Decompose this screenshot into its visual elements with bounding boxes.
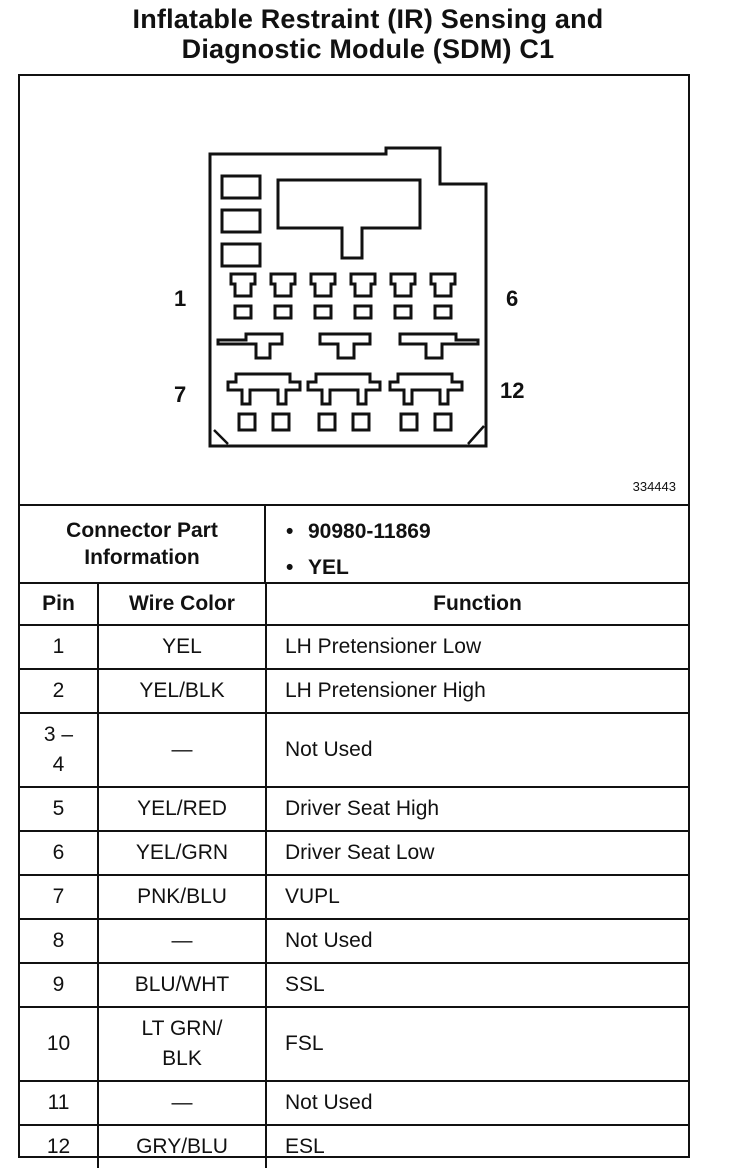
wire-color-cell: YEL/RED [98,787,266,831]
pin-cell: 12 [20,1125,98,1168]
wire-color-cell: PNK/BLU [98,875,266,919]
wire-color-cell: YEL [98,625,266,669]
wire-color-cell: YEL/BLK [98,669,266,713]
table-row [20,963,688,1007]
pin-label-12: 12 [500,378,525,403]
wire-color-cell: — [98,713,266,787]
function-cell: Driver Seat Low [266,831,688,875]
table-row [20,669,688,713]
function-cell: Driver Seat High [266,787,688,831]
connector-color: • YEL [308,550,431,586]
table-header-row [20,584,688,625]
table-row [20,787,688,831]
pin-cell: 9 [20,963,98,1007]
wire-color-cell: — [98,919,266,963]
wire-color-cell: BLU/WHT [98,963,266,1007]
pin-label-6: 6 [506,286,519,311]
table-row [20,1007,688,1081]
wire-color-cell: — [98,1081,266,1125]
pin-cell: 10 [20,1007,98,1081]
table-row [20,919,688,963]
pin-label-1: 1 [174,286,187,311]
function-cell: VUPL [266,875,688,919]
connector-diagram [20,76,688,506]
side-cavity-2 [222,210,260,232]
connector-info-label [20,506,266,582]
connector-face-drawing [20,76,688,504]
function-cell: Not Used [266,713,688,787]
table-row [20,875,688,919]
table-row [20,1125,688,1168]
table-row [20,625,688,669]
table-row [20,713,688,787]
wire-color-cell: LT GRN/ BLK [98,1007,266,1081]
function-cell: Not Used [266,919,688,963]
connector-info-label-line-2: Information [84,546,200,569]
connector-latch [278,180,420,258]
header-wire-color: Wire Color [98,584,266,625]
table-row [20,831,688,875]
pin-label-7: 7 [174,382,187,407]
top-row-terminals [231,274,455,318]
function-cell: Not Used [266,1081,688,1125]
pin-cell: 1 [20,625,98,669]
side-cavity-3 [222,244,260,266]
title-line-2: Diagnostic Module (SDM) C1 [181,34,555,64]
function-cell: SSL [266,963,688,1007]
pin-cell: 7 [20,875,98,919]
connector-part-number: • 90980-11869 [308,514,431,550]
function-cell: LH Pretensioner High [266,669,688,713]
connector-info-values [308,514,431,586]
function-cell: FSL [266,1007,688,1081]
pin-cell: 3 – 4 [20,713,98,787]
pin-cell: 11 [20,1081,98,1125]
pin-cell: 5 [20,787,98,831]
side-cavity-1 [222,176,260,198]
middle-keys [218,334,478,358]
bottom-row-terminals [228,374,462,430]
function-cell: LH Pretensioner Low [266,625,688,669]
pin-cell: 2 [20,669,98,713]
wire-color-cell: YEL/GRN [98,831,266,875]
wire-color-cell: GRY/BLU [98,1125,266,1168]
function-cell: ESL [266,1125,688,1168]
connector-info-label-line-1: Connector Part [66,519,218,542]
pin-cell: 8 [20,919,98,963]
connector-part-info [20,506,688,584]
title-line-1: Inflatable Restraint (IR) Sensing and [132,4,604,34]
figure-number: 334443 [632,479,676,494]
header-pin: Pin [20,584,98,625]
pin-cell: 6 [20,831,98,875]
table-row [20,1081,688,1125]
header-function: Function [266,584,688,625]
pinout-table [20,584,688,1168]
page-title [0,4,736,64]
connector-sheet [18,74,690,1158]
